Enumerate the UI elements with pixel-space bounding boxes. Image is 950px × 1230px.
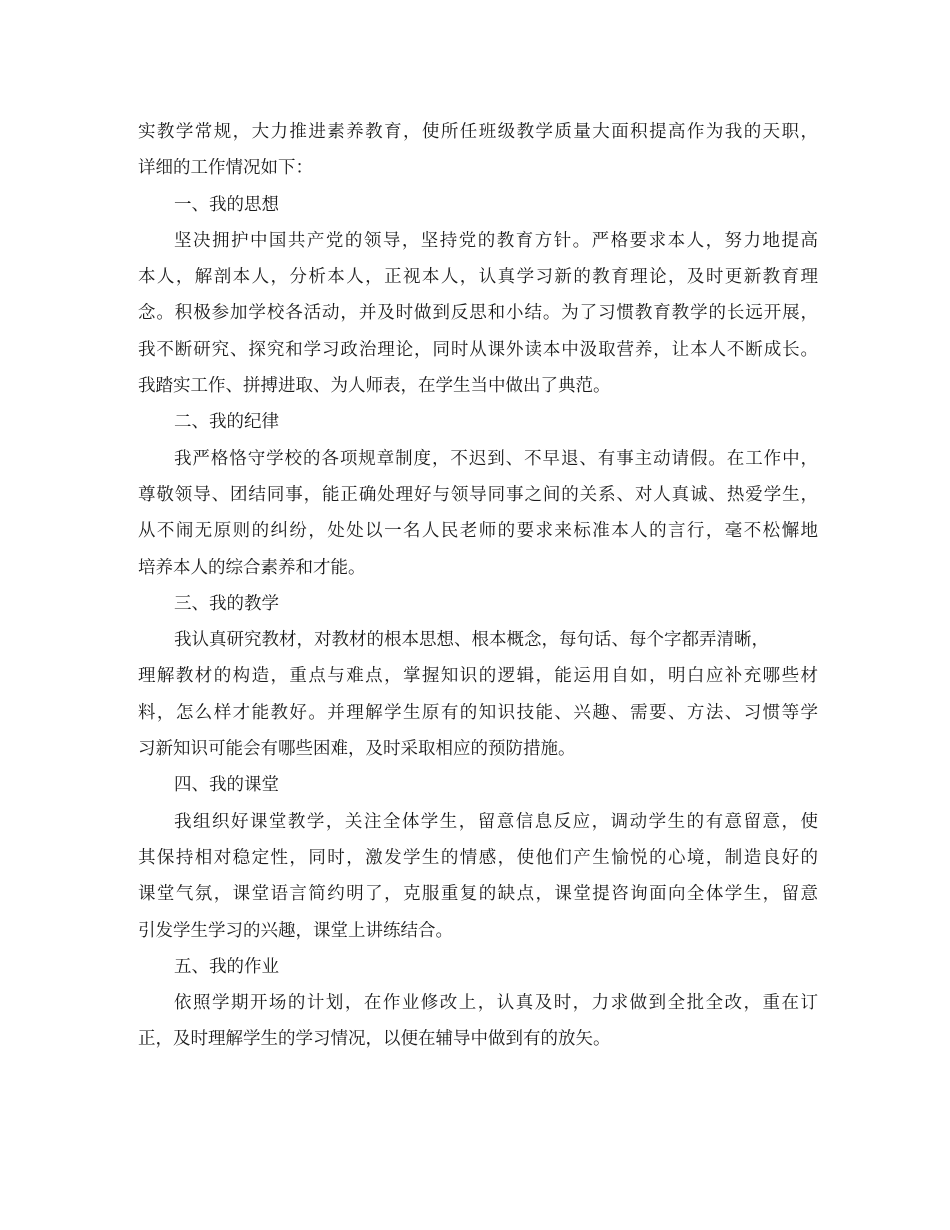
paragraph-line: 料，怎么样才能教好。并理解学生原有的知识技能、兴趣、需要、方法、习惯等学 — [138, 702, 818, 723]
paragraph-line: 引发学生学习的兴趣，课堂上讲练结合。 — [138, 920, 453, 941]
paragraph-line: 尊敬领导、团结同事，能正确处理好与领导同事之间的关系、对人真诚、热爱学生， — [138, 484, 818, 505]
paragraph-line: 其保持相对稳定性，同时，激发学生的情感，使他们产生愉悦的心境，制造良好的 — [138, 847, 818, 868]
paragraph-line: 依照学期开场的计划，在作业修改上，认真及时，力求做到全批全改，重在订 — [174, 993, 818, 1014]
section-heading: 五、我的作业 — [174, 956, 279, 977]
section-heading: 四、我的课堂 — [174, 775, 279, 796]
section-heading: 一、我的思想 — [174, 194, 279, 215]
body-line: 实教学常规，大力推进素养教育，使所任班级教学质量大面积提高作为我的天职， — [138, 122, 818, 142]
paragraph-line: 习新知识可能会有哪些困难，及时采取相应的预防措施。 — [138, 739, 576, 760]
paragraph-line: 我踏实工作、拼搏进取、为人师表，在学生当中做出了典范。 — [138, 376, 611, 397]
paragraph-line: 理解教材的构造，重点与难点，掌握知识的逻辑，能运用自如，明白应补充哪些材 — [138, 666, 818, 687]
paragraph-line: 坚决拥护中国共产党的领导，坚持党的教育方针。严格要求本人，努力地提高 — [174, 230, 818, 251]
paragraph-line: 正，及时理解学生的学习情况，以便在辅导中做到有的放矢。 — [138, 1029, 611, 1050]
paragraph-line: 念。积极参加学校各活动，并及时做到反思和小结。为了习惯教育教学的长远开展， — [138, 303, 818, 324]
paragraph-line: 我认真研究教材，对教材的根本思想、根本概念，每句话、每个字都弄清晰， — [174, 630, 769, 651]
body-line: 详细的工作情况如下： — [138, 158, 313, 179]
paragraph-line: 培养本人的综合素养和才能。 — [138, 557, 366, 578]
document-body — [138, 114, 818, 1058]
paragraph-line: 本人，解剖本人，分析本人，正视本人，认真学习新的教育理论，及时更新教育理 — [138, 267, 818, 288]
paragraph-line: 我不断研究、探究和学习政治理论，同时从课外读本中汲取营养，让本人不断成长。 — [138, 339, 818, 360]
paragraph-line: 我组织好课堂教学，关注全体学生，留意信息反应，调动学生的有意留意，使 — [174, 811, 818, 832]
paragraph-line: 课堂气氛，课堂语言简约明了，克服重复的缺点，课堂提咨询面向全体学生，留意 — [138, 884, 818, 905]
section-heading: 二、我的纪律 — [174, 412, 279, 433]
paragraph-line: 我严格恪守学校的各项规章制度，不迟到、不早退、有事主动请假。在工作中， — [174, 448, 818, 469]
paragraph-line: 从不闹无原则的纠纷，处处以一名人民老师的要求来标准本人的言行，毫不松懈地 — [138, 521, 818, 542]
section-heading: 三、我的教学 — [174, 593, 279, 614]
